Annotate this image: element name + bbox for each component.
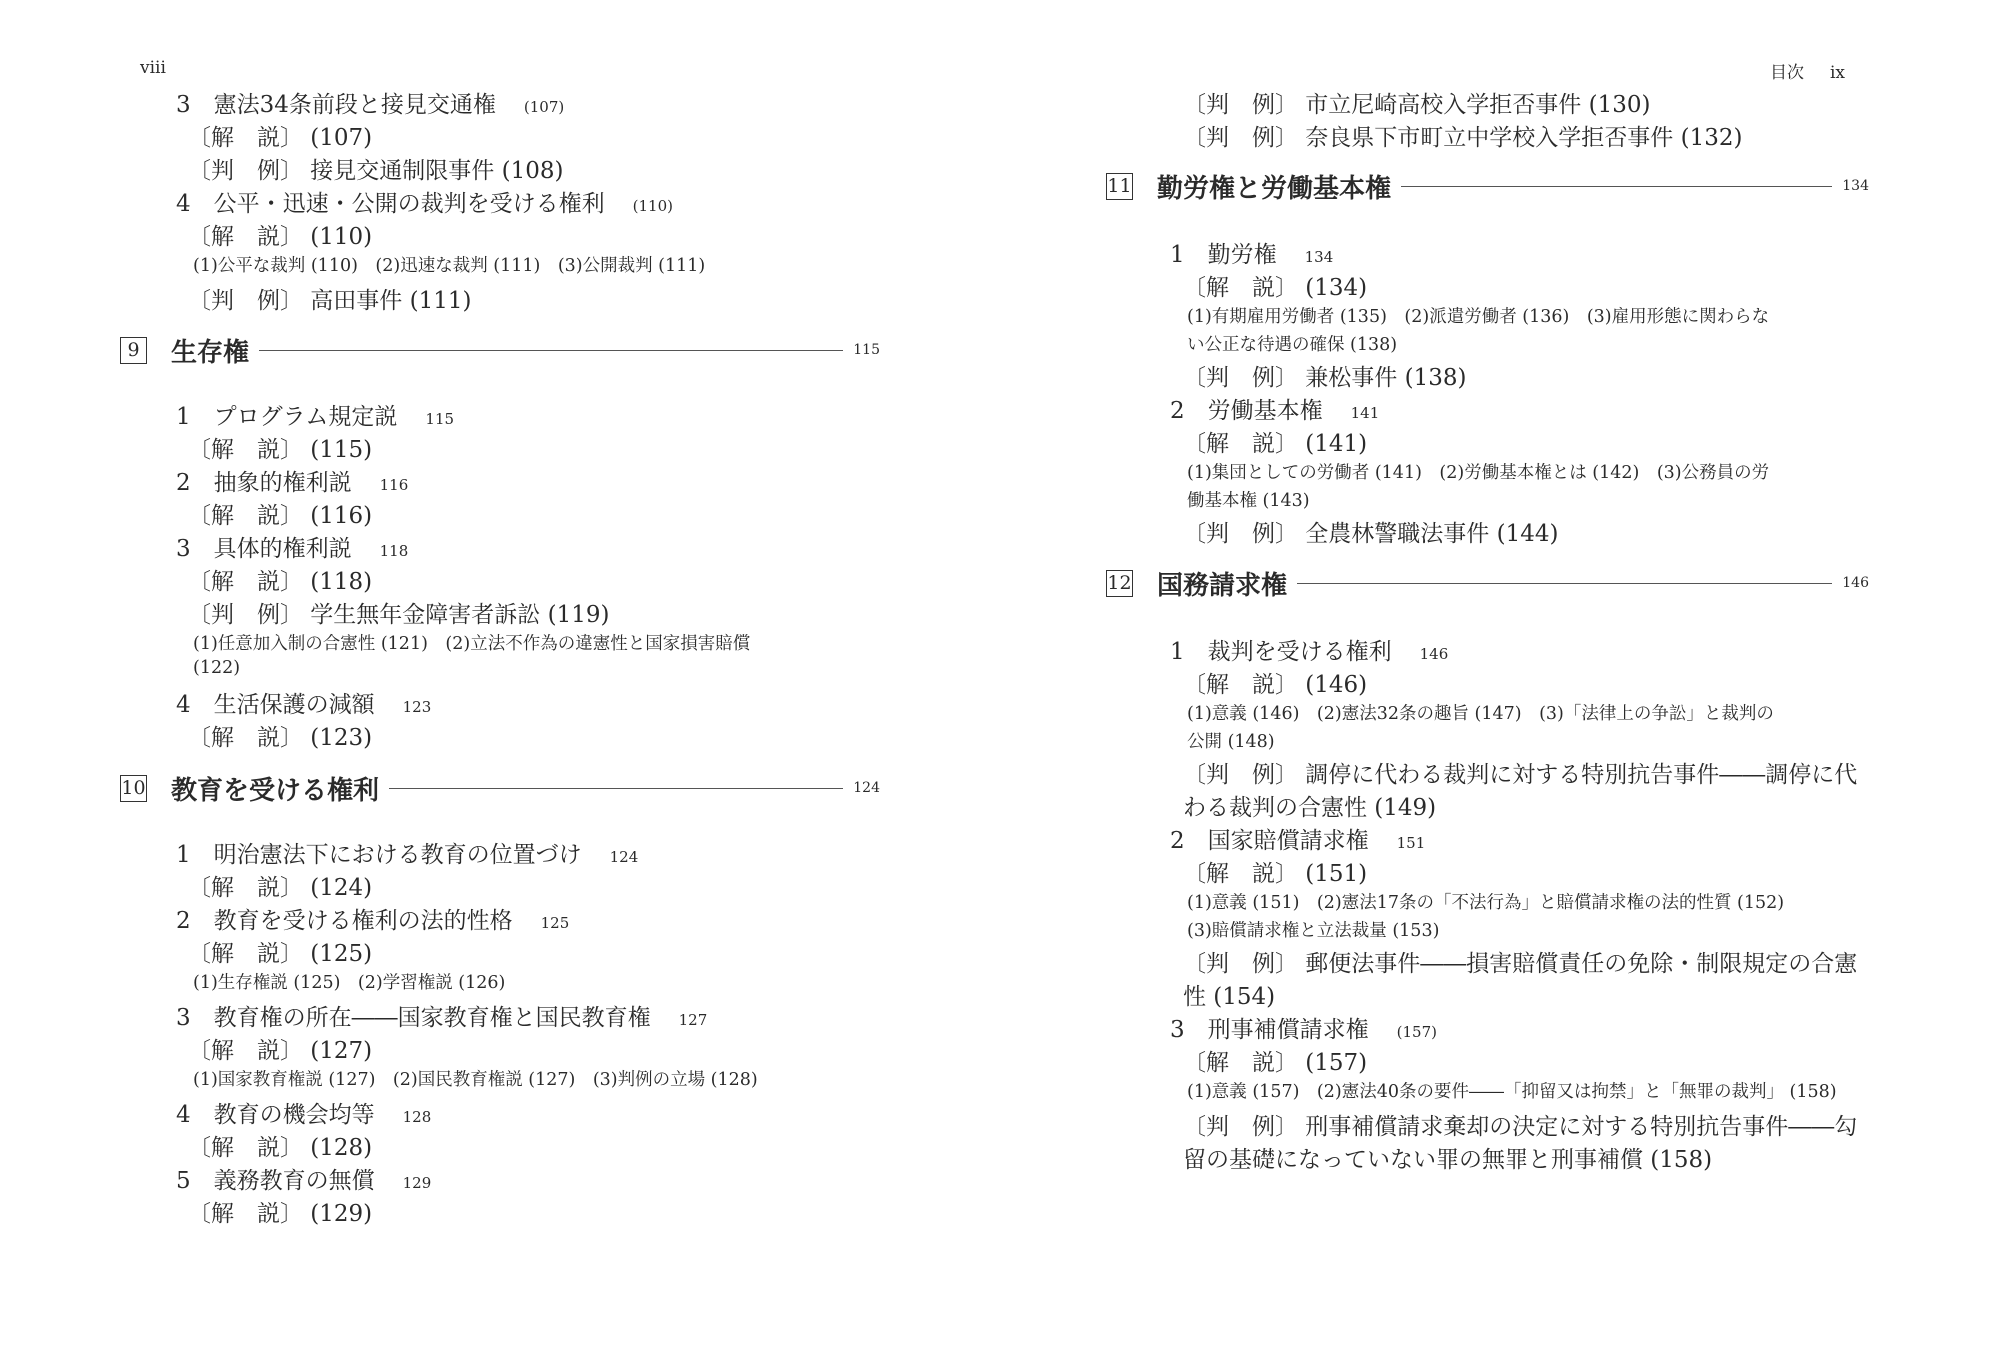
toc-text: (3)賠償請求権と立法裁量 (153) xyxy=(1187,921,1440,941)
chapter-page-number: 134 xyxy=(1842,178,1869,194)
chapter-title: 教育を受ける権利 xyxy=(171,775,380,806)
toc-subentry xyxy=(188,497,372,530)
chapter-page-number: 115 xyxy=(853,342,880,358)
chapter-title: 国務請求権 xyxy=(1157,570,1288,601)
toc-text: 〔解 説〕 (134) xyxy=(1183,275,1368,301)
toc-subentry xyxy=(188,1032,372,1065)
toc-page-number: 118 xyxy=(379,542,409,560)
toc-subentry xyxy=(1183,1141,1712,1174)
toc-text: 働基本権 (143) xyxy=(1187,491,1310,511)
toc-subentry xyxy=(1183,978,1275,1011)
toc-text: 〔解 説〕 (107) xyxy=(188,125,373,151)
toc-text: 〔解 説〕 (151) xyxy=(1183,861,1368,887)
toc-subentry xyxy=(188,119,372,152)
toc-text: (122) xyxy=(193,658,241,678)
toc-detail xyxy=(1187,917,1439,942)
toc-text: (1)意義 (151) (2)憲法17条の「不法行為」と賠償請求権の法的性質 (152) xyxy=(1187,893,1785,913)
toc-subentry xyxy=(188,431,372,464)
leader-rule xyxy=(1401,186,1832,187)
toc-text: わる裁判の合憲性 (149) xyxy=(1183,795,1437,821)
toc-subentry xyxy=(1183,756,1857,789)
toc-text: 〔判 例〕 郵便法事件――損害賠償責任の免除・制限規定の合憲 xyxy=(1183,951,1858,977)
toc-subentry xyxy=(1183,359,1466,392)
toc-page-number: 124 xyxy=(609,848,639,866)
toc-text: 3 刑事補償請求権 xyxy=(1170,1017,1369,1043)
toc-text: 2 抽象的権利説 xyxy=(176,470,352,496)
toc-subentry xyxy=(188,935,372,968)
toc-subentry xyxy=(188,152,563,185)
toc-text: 2 労働基本権 xyxy=(1170,398,1323,424)
toc-text: 〔解 説〕 (118) xyxy=(188,569,373,595)
toc-detail xyxy=(1187,331,1397,356)
chapter-heading xyxy=(1106,563,1869,603)
toc-text: 留の基礎になっていない罪の無罪と刑事補償 (158) xyxy=(1183,1147,1713,1173)
toc-entry xyxy=(1170,633,1448,666)
toc-text: 〔解 説〕 (110) xyxy=(188,224,373,250)
toc-entry xyxy=(1170,392,1379,425)
toc-page-number: (157) xyxy=(1396,1023,1437,1041)
toc-text: 〔解 説〕 (115) xyxy=(188,437,373,463)
toc-subentry xyxy=(1183,666,1367,699)
chapter-number: 9 xyxy=(120,337,147,364)
toc-subentry xyxy=(188,218,372,251)
toc-text: 〔判 例〕 接見交通制限事件 (108) xyxy=(188,158,564,184)
toc-subentry xyxy=(1183,269,1367,302)
toc-text: (1)有期雇用労働者 (135) (2)派遣労働者 (136) (3)雇用形態に関わらな xyxy=(1187,307,1770,327)
toc-subentry xyxy=(1183,119,1742,152)
toc-entry xyxy=(176,464,408,497)
toc-text: 〔判 例〕 調停に代わる裁判に対する特別抗告事件――調停に代 xyxy=(1183,762,1858,788)
toc-text: 〔判 例〕 高田事件 (111) xyxy=(188,288,472,314)
toc-subentry xyxy=(188,596,609,629)
toc-entry xyxy=(176,836,638,869)
toc-text: 〔解 説〕 (128) xyxy=(188,1135,373,1161)
toc-entry xyxy=(176,398,454,431)
toc-text: 3 具体的権利説 xyxy=(176,536,352,562)
toc-text: 〔解 説〕 (127) xyxy=(188,1038,373,1064)
toc-text: 〔解 説〕 (157) xyxy=(1183,1050,1368,1076)
toc-page-number: 129 xyxy=(402,1174,432,1192)
toc-text: (1)公平な裁判 (110) (2)迅速な裁判 (111) (3)公開裁判 (111) xyxy=(193,256,706,276)
toc-text: 〔解 説〕 (125) xyxy=(188,941,373,967)
toc-entry xyxy=(176,86,564,119)
toc-text: 〔判 例〕 奈良県下市町立中学校入学拒否事件 (132) xyxy=(1183,125,1743,151)
toc-detail xyxy=(1187,1078,1837,1103)
toc-text: 〔判 例〕 刑事補償請求棄却の決定に対する特別抗告事件――勾 xyxy=(1183,1114,1858,1140)
toc-entry xyxy=(176,1162,431,1195)
toc-text: 3 憲法34条前段と接見交通権 xyxy=(176,92,496,118)
toc-entry xyxy=(176,185,673,218)
toc-subentry xyxy=(1183,855,1367,888)
toc-text: 〔解 説〕 (129) xyxy=(188,1201,373,1227)
toc-text: 1 明治憲法下における教育の位置づけ xyxy=(176,842,582,868)
toc-text: 1 勤労権 xyxy=(1170,242,1277,268)
toc-page-number: 128 xyxy=(402,1108,432,1126)
toc-detail xyxy=(193,969,505,994)
toc-subentry xyxy=(1183,425,1367,458)
toc-detail xyxy=(1187,728,1275,753)
toc-text: 〔解 説〕 (141) xyxy=(1183,431,1368,457)
toc-text: 〔解 説〕 (116) xyxy=(188,503,373,529)
toc-page-number: 146 xyxy=(1419,645,1449,663)
chapter-number: 11 xyxy=(1106,173,1133,200)
toc-text: 2 教育を受ける権利の法的性格 xyxy=(176,908,513,934)
header-label: 目次 xyxy=(1769,63,1804,83)
toc-entry xyxy=(1170,236,1333,269)
right-page xyxy=(1000,0,2000,1360)
leader-rule xyxy=(1297,583,1832,584)
toc-text: 〔判 例〕 学生無年金障害者訴訟 (119) xyxy=(188,602,610,628)
toc-text: 公開 (148) xyxy=(1187,732,1275,752)
toc-subentry xyxy=(188,282,471,315)
toc-page-number: 123 xyxy=(402,698,432,716)
toc-text: 〔解 説〕 (123) xyxy=(188,725,373,751)
chapter-heading xyxy=(120,768,880,808)
toc-subentry xyxy=(188,719,372,752)
running-header xyxy=(1744,58,1845,83)
toc-text: 3 教育権の所在――国家教育権と国民教育権 xyxy=(176,1005,651,1031)
toc-text: 5 義務教育の無償 xyxy=(176,1168,375,1194)
toc-text: (1)生存権説 (125) (2)学習権説 (126) xyxy=(193,973,506,993)
toc-subentry xyxy=(1183,945,1857,978)
page-number: viii xyxy=(140,58,166,78)
toc-text: 〔解 説〕 (146) xyxy=(1183,672,1368,698)
leader-rule xyxy=(389,788,843,789)
toc-text: 4 公平・迅速・公開の裁判を受ける権利 xyxy=(176,191,605,217)
chapter-number: 10 xyxy=(120,775,147,802)
toc-detail xyxy=(1187,700,1774,725)
toc-entry xyxy=(176,686,431,719)
toc-detail xyxy=(1187,303,1769,328)
toc-subentry xyxy=(1183,86,1650,119)
toc-subentry xyxy=(188,563,372,596)
toc-subentry xyxy=(1183,789,1436,822)
toc-text: (1)国家教育権説 (127) (2)国民教育権説 (127) (3)判例の立場 (128) xyxy=(193,1070,758,1090)
toc-detail xyxy=(1187,889,1784,914)
leader-rule xyxy=(259,350,843,351)
toc-detail xyxy=(193,630,750,655)
toc-text: 1 プログラム規定説 xyxy=(176,404,398,430)
toc-detail xyxy=(1187,487,1310,512)
toc-text: (1)集団としての労働者 (141) (2)労働基本権とは (142) (3)公務員の労 xyxy=(1187,463,1770,483)
toc-text: (1)意義 (157) (2)憲法40条の要件――「抑留又は拘禁」と「無罪の裁判」 (158) xyxy=(1187,1082,1837,1102)
toc-page-number: (107) xyxy=(523,98,565,116)
toc-text: 4 教育の機会均等 xyxy=(176,1102,375,1128)
toc-page-number: 134 xyxy=(1304,248,1334,266)
toc-text: (1)任意加入制の合憲性 (121) (2)立法不作為の違憲性と国家損害賠償 xyxy=(193,634,751,654)
toc-subentry xyxy=(188,1129,372,1162)
chapter-heading xyxy=(1106,166,1869,206)
chapter-title: 勤労権と労働基本権 xyxy=(1157,173,1392,204)
toc-text: (1)意義 (146) (2)憲法32条の趣旨 (147) (3)「法律上の争訟」と裁判の xyxy=(1187,704,1774,724)
toc-text: 2 国家賠償請求権 xyxy=(1170,828,1369,854)
chapter-page-number: 124 xyxy=(853,780,880,796)
toc-text: 〔判 例〕 全農林警職法事件 (144) xyxy=(1183,521,1559,547)
toc-text: 〔判 例〕 兼松事件 (138) xyxy=(1183,365,1467,391)
toc-text: 4 生活保護の減額 xyxy=(176,692,375,718)
toc-page-number: 115 xyxy=(425,410,455,428)
toc-detail xyxy=(193,658,240,678)
toc-subentry xyxy=(1183,515,1558,548)
page-number: ix xyxy=(1829,63,1845,83)
toc-page-number: 141 xyxy=(1350,404,1380,422)
toc-page-number: 125 xyxy=(540,914,570,932)
toc-entry xyxy=(176,999,707,1032)
toc-text: 1 裁判を受ける権利 xyxy=(1170,639,1392,665)
toc-detail xyxy=(193,252,705,277)
toc-page-number: (110) xyxy=(632,197,673,215)
toc-text: 〔解 説〕 (124) xyxy=(188,875,373,901)
toc-subentry xyxy=(1183,1108,1857,1141)
chapter-title: 生存権 xyxy=(171,337,250,368)
toc-entry xyxy=(1170,1011,1437,1044)
toc-subentry xyxy=(188,869,372,902)
chapter-page-number: 146 xyxy=(1842,575,1869,591)
toc-entry xyxy=(1170,822,1425,855)
toc-detail xyxy=(193,1066,758,1091)
toc-subentry xyxy=(188,1195,372,1228)
toc-subentry xyxy=(1183,1044,1367,1077)
toc-detail xyxy=(1187,459,1769,484)
toc-page-number: 116 xyxy=(379,476,409,494)
toc-entry xyxy=(176,530,408,563)
toc-entry xyxy=(176,902,569,935)
toc-text: 性 (154) xyxy=(1183,984,1276,1010)
toc-text: い公正な待遇の確保 (138) xyxy=(1187,335,1398,355)
chapter-number: 12 xyxy=(1106,570,1133,597)
chapter-heading xyxy=(120,330,880,370)
toc-page-number: 151 xyxy=(1396,834,1426,852)
toc-text: 〔判 例〕 市立尼崎高校入学拒否事件 (130) xyxy=(1183,92,1651,118)
toc-entry xyxy=(176,1096,431,1129)
toc-page-number: 127 xyxy=(678,1011,708,1029)
